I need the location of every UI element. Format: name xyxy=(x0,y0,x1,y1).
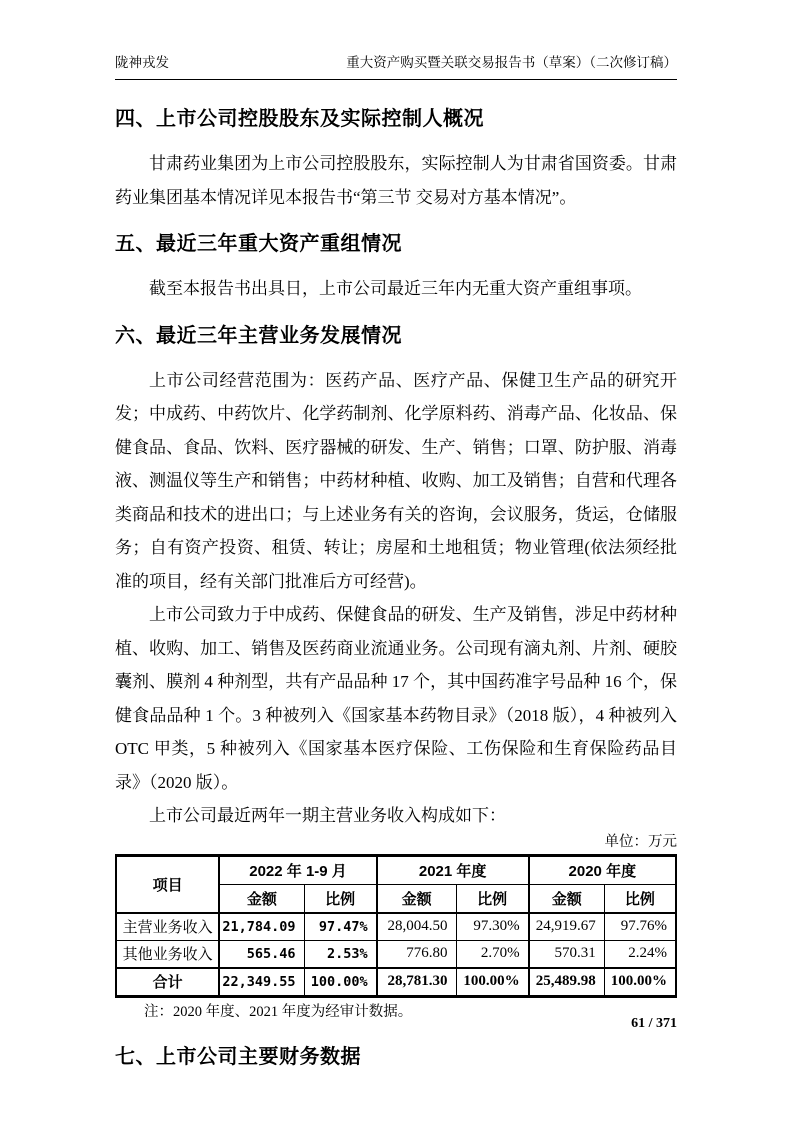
paragraph-main-business: 上市公司致力于中成药、保健食品的研发、生产及销售，涉足中药材种植、收购、加工、销售及医药商业流通业务。公司现有滴丸剂、片剂、硬胶囊剂、膜剂 4 种剂型，共有产品品种 17 个，其中国药准字号品种 16 个，保健食品品种 1 个。3 种被列入《国家基本药物目录》（2018 版），4 种被列入 OTC 甲类，5 种被列入《国家基本医疗保险、工伤保险和生育保险药品目录》（2020 版）。 xyxy=(115,605,677,792)
column-header-ratio-2022: 比例 xyxy=(304,884,377,913)
section-heading-5: 五、最近三年重大资产重组情况 xyxy=(115,233,402,255)
paragraph-business-scope: 上市公司经营范围为：医药产品、医疗产品、保健卫生产品的研究开发；中成药、中药饮片、化学药制剂、化学原料药、消毒产品、化妆品、保健食品、食品、饮料、医疗器械的研发、生产、销售；口罩、防护服、消毒液、测温仪等生产和销售；中药材种植、收购、加工及销售；自营和代理各类商品和技术的进出口；与上述业务有关的咨询，会议服务，货运，仓储服务；自有资产投资、租赁、转让；房屋和土地租赁；物业管理(依法须经批准的项目，经有关部门批准后方可经营)。 xyxy=(115,370,677,591)
column-header-item: 项目 xyxy=(116,855,219,913)
column-header-ratio-2021: 比例 xyxy=(456,884,529,913)
table-cell-amount-2021: 28,004.50 xyxy=(377,913,456,941)
table-cell-ratio-2021: 97.30% xyxy=(456,913,529,941)
unit-label: 单位：万元 xyxy=(604,833,677,850)
column-header-amount-2020: 金额 xyxy=(529,884,605,913)
table-row-total xyxy=(116,968,676,997)
column-header-amount-2022: 金额 xyxy=(219,884,304,913)
table-cell-amount-2020: 25,489.98 xyxy=(529,968,605,997)
table-cell-amount-2021: 28,781.30 xyxy=(377,968,456,997)
table-cell-ratio-2022: 97.47% xyxy=(304,913,377,941)
section-heading-4: 四、上市公司控股股东及实际控制人概况 xyxy=(115,108,484,130)
column-header-2020: 2020 年度 xyxy=(529,855,676,884)
table-cell-item: 主营业务收入 xyxy=(116,913,219,941)
table-cell-item: 其他业务收入 xyxy=(116,940,219,968)
running-header xyxy=(115,54,677,80)
table-cell-amount-2020: 570.31 xyxy=(529,940,605,968)
page-number: 61 / 371 xyxy=(631,1016,677,1031)
table-cell-amount-2021: 776.80 xyxy=(377,940,456,968)
page-content xyxy=(115,54,677,1071)
section-heading-6: 六、最近三年主营业务发展情况 xyxy=(115,324,402,347)
header-company-short-name: 陇神戎发 xyxy=(115,55,169,70)
paragraph-table-intro: 上市公司最近两年一期主营业务收入构成如下： xyxy=(149,806,506,825)
table-cell-amount-2020: 24,919.67 xyxy=(529,913,605,941)
revenue-composition-table xyxy=(115,854,677,998)
header-report-title: 重大资产购买暨关联交易报告书（草案）（二次修订稿） xyxy=(346,55,677,70)
paragraph-controlling-shareholder: 甘肃药业集团为上市公司控股股东，实际控制人为甘肃省国资委。甘肃药业集团基本情况详见本报告书“第三节 交易对方基本情况”。 xyxy=(115,154,677,207)
column-header-2022: 2022 年 1-9 月 xyxy=(219,855,376,884)
table-cell-ratio-2020: 2.24% xyxy=(604,940,676,968)
table-cell-ratio-2022: 2.53% xyxy=(304,940,377,968)
table-cell-ratio-2021: 100.00% xyxy=(456,968,529,997)
column-header-amount-2021: 金额 xyxy=(377,884,456,913)
table-cell-ratio-2022: 100.00% xyxy=(304,968,377,997)
table-note: 注：2020 年度、2021 年度为经审计数据。 xyxy=(144,1003,413,1020)
table-cell-ratio-2020: 97.76% xyxy=(604,913,676,941)
table-header-row-periods xyxy=(116,855,676,884)
table-row-other-revenue xyxy=(116,940,676,968)
table-cell-ratio-2020: 100.00% xyxy=(604,968,676,997)
section-heading-7: 七、上市公司主要财务数据 xyxy=(115,1045,361,1068)
paragraph-restructuring: 截至本报告书出具日，上市公司最近三年内无重大资产重组事项。 xyxy=(149,279,642,298)
table-cell-amount-2022: 21,784.09 xyxy=(219,913,304,941)
table-cell-ratio-2021: 2.70% xyxy=(456,940,529,968)
table-cell-amount-2022: 565.46 xyxy=(219,940,304,968)
table-cell-item: 合计 xyxy=(116,968,219,997)
column-header-2021: 2021 年度 xyxy=(377,855,529,884)
column-header-ratio-2020: 比例 xyxy=(604,884,676,913)
table-row-main-revenue xyxy=(116,913,676,941)
table-cell-amount-2022: 22,349.55 xyxy=(219,968,304,997)
